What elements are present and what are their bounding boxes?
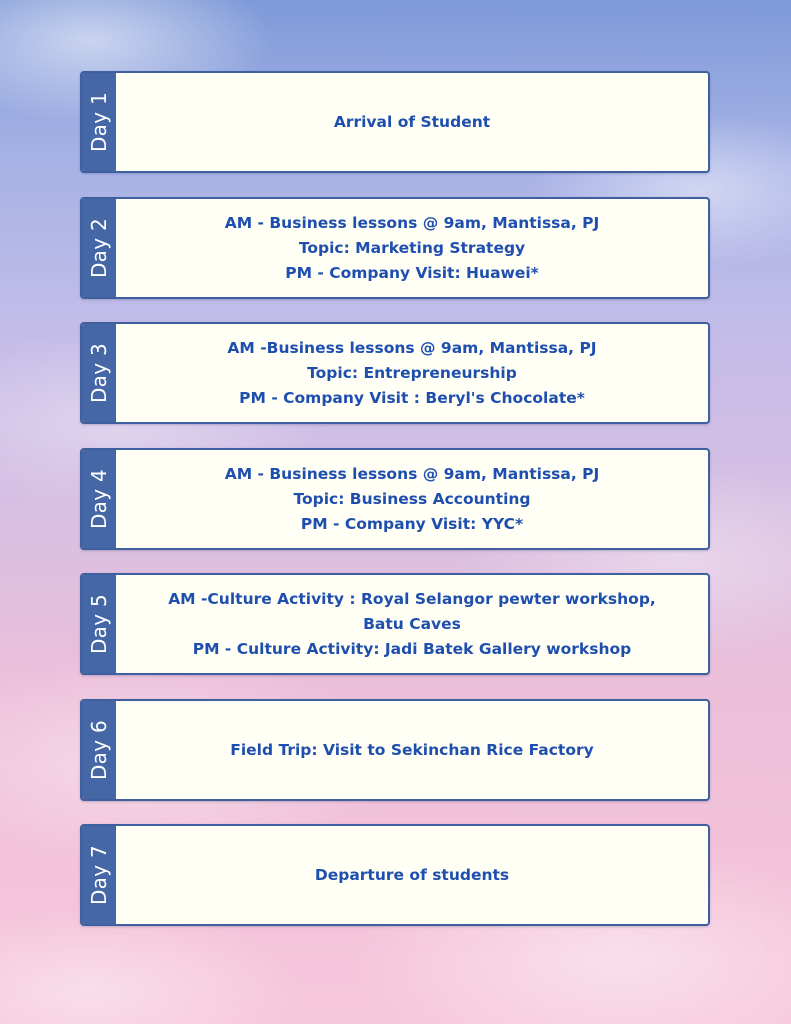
- activity-line: Field Trip: Visit to Sekinchan Rice Factory: [230, 740, 594, 759]
- activity-line: PM - Company Visit: Huawei*: [285, 263, 539, 282]
- day-1-card: [80, 71, 710, 173]
- activity-line: Topic: Entrepreneurship: [307, 363, 517, 382]
- day-content: [116, 324, 708, 422]
- day-7-card: [80, 824, 710, 926]
- day-tab: [82, 199, 116, 297]
- activity-line: PM - Company Visit : Beryl's Chocolate*: [239, 388, 585, 407]
- day-content: [116, 701, 708, 799]
- day-2-card: [80, 197, 710, 299]
- day-content: [116, 199, 708, 297]
- day-label: Day 2: [87, 217, 111, 279]
- activity-line: AM -Culture Activity : Royal Selangor pewter workshop,: [168, 589, 656, 608]
- activity-line: PM - Culture Activity: Jadi Batek Gallery workshop: [192, 639, 632, 658]
- activity-line: Topic: Business Accounting: [293, 489, 531, 508]
- day-label: Day 7: [87, 844, 111, 906]
- day-tab: [82, 575, 116, 673]
- day-6-card: [80, 699, 710, 801]
- day-content: [116, 450, 708, 548]
- activity-line: Topic: Marketing Strategy: [298, 238, 526, 257]
- activity-line: PM - Company Visit: YYC*: [300, 514, 524, 533]
- day-content: [116, 826, 708, 924]
- activity-line: Arrival of Student: [333, 112, 491, 131]
- day-tab: [82, 450, 116, 548]
- activity-line: AM - Business lessons @ 9am, Mantissa, PJ: [224, 464, 600, 483]
- activity-line: Departure of students: [314, 865, 510, 884]
- day-content: [116, 73, 708, 171]
- day-tab: [82, 324, 116, 422]
- day-tab: [82, 701, 116, 799]
- day-label: Day 1: [87, 91, 111, 153]
- day-label: Day 6: [87, 719, 111, 781]
- day-3-card: [80, 322, 710, 424]
- day-4-card: [80, 448, 710, 550]
- day-tab: [82, 826, 116, 924]
- day-content: [116, 575, 708, 673]
- day-tab: [82, 73, 116, 171]
- day-label: Day 4: [87, 468, 111, 530]
- day-label: Day 3: [87, 342, 111, 404]
- day-label: Day 5: [87, 593, 111, 655]
- activity-line: AM - Business lessons @ 9am, Mantissa, PJ: [224, 213, 600, 232]
- activity-line: AM -Business lessons @ 9am, Mantissa, PJ: [227, 338, 597, 357]
- activity-line: Batu Caves: [363, 614, 461, 633]
- day-5-card: [80, 573, 710, 675]
